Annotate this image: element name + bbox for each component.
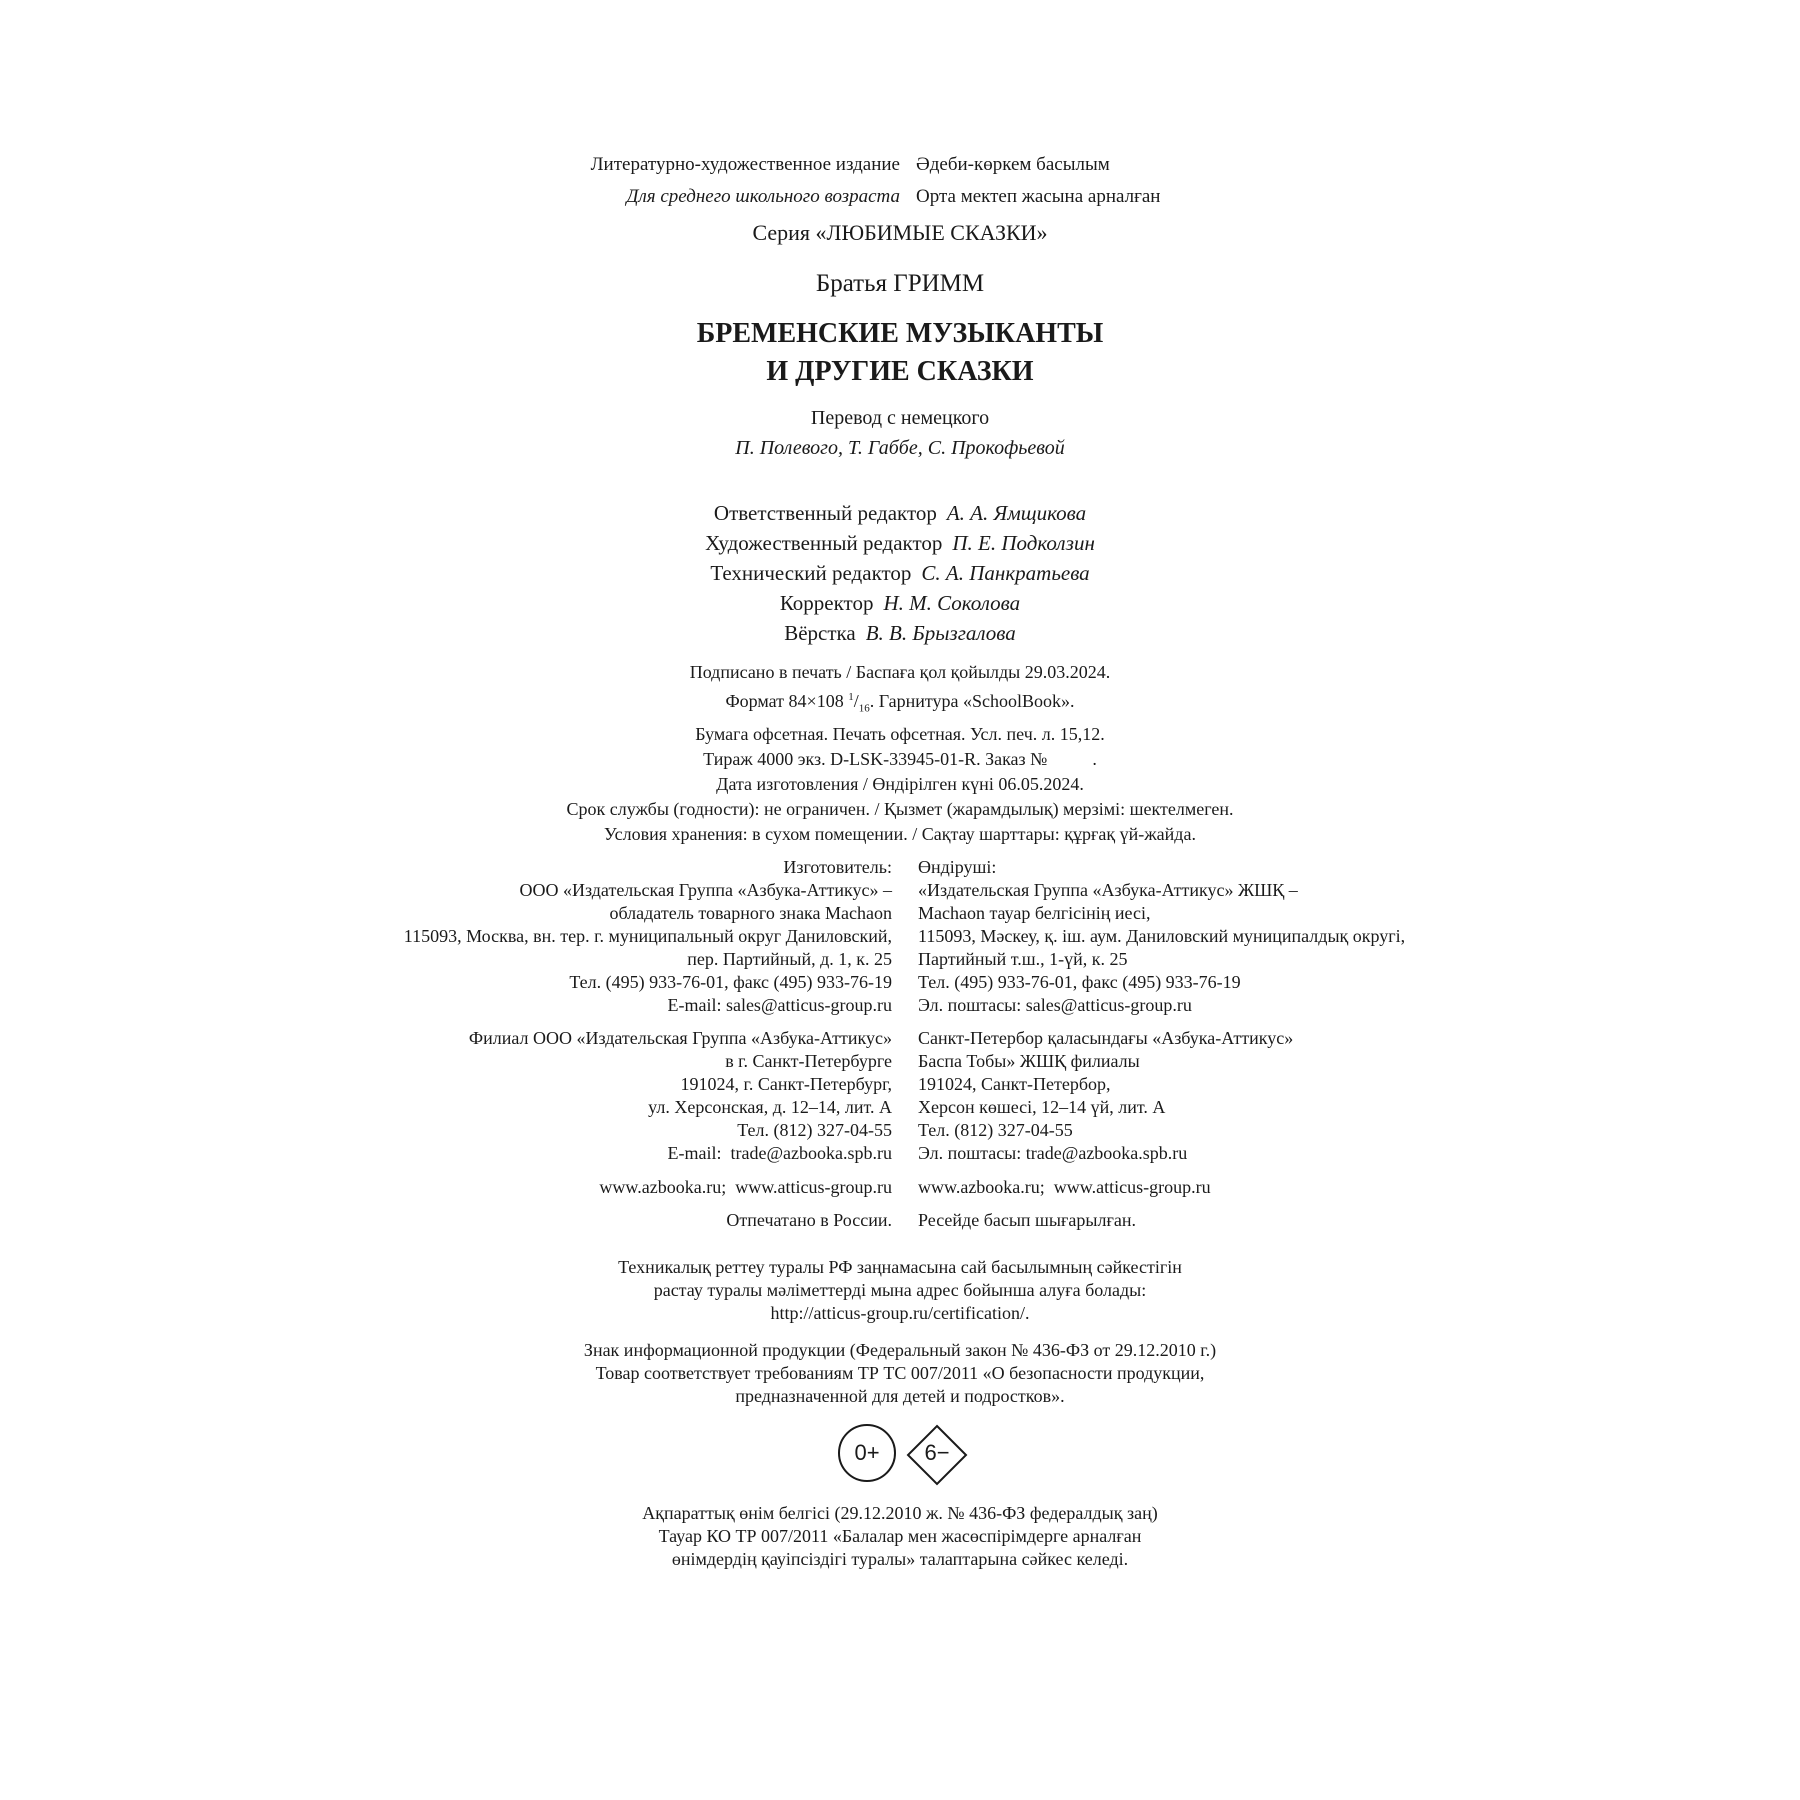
age-rating-circle-icon [838,1424,896,1482]
info-sign-ru-line: предназначенной для детей и подростков». [735,1386,1065,1406]
certification-line: растау туралы мәліметтерді мына адрес бойынша алуға болады: [653,1280,1147,1300]
series-title: Серия «ЛЮБИМЫЕ СКАЗКИ» [752,220,1048,245]
branch-line: Херсон көшесі, 12–14 үй, лит. А [918,1097,1166,1117]
websites-kz: www.azbooka.ru; www.atticus-group.ru [918,1177,1211,1197]
staff-line [0,498,1800,528]
info-sign-ru-line: Товар соответствует требованиям ТР ТС 007/2011 «О безопасности продукции, [595,1363,1205,1383]
book-title [0,315,1800,391]
staff-line [0,618,1800,648]
staff-role: Технический редактор [710,561,912,585]
branch-line: ул. Херсонская, д. 12–14, лит. А [648,1097,892,1117]
print-format: Формат 84×108 $^1/_{16}$. Гарнитура «SchoolBook». [725,691,1075,715]
branch-line: Эл. поштасы: trade@azbooka.spb.ru [918,1143,1188,1163]
printed-in-kz: Ресейде басып шығарылған. [918,1210,1136,1230]
branch-line: Филиал ООО «Издательская Группа «Азбука-Аттикус» [468,1028,892,1048]
manufacturer-line: Өндіруші: [918,857,997,877]
info-sign-kz-line: Тауар КО ТР 007/2011 «Балалар мен жасөспірімдерге арналған [658,1526,1142,1546]
info-sign-kz-line: өнімдердің қауіпсіздігі туралы» талаптарына сәйкес келеді. [671,1549,1129,1569]
staff-role: Художественный редактор [705,531,943,555]
staff-role: Вёрстка [784,621,856,645]
staff-role: Ответственный редактор [713,501,937,525]
age-diamond-icon [906,1424,968,1486]
manufacturer-line: 115093, Москва, вн. тер. г. муниципальный округ Даниловский, [403,926,892,946]
header-edition-type-kz: Әдеби-көркем басылым [916,154,1110,175]
translation-block [0,403,1800,463]
manufacturer-line: Эл. поштасы: sales@atticus-group.ru [918,995,1192,1015]
author: Братья ГРИММ [815,270,985,297]
manufacturer-line: «Издательская Группа «Азбука-Аттикус» ЖШҚ – [918,880,1298,900]
staff-name: А. А. Ямщикова [946,501,1087,525]
staff-name: С. А. Панкратьева [921,561,1090,585]
branch-line: 191024, г. Санкт-Петербург, [680,1074,892,1094]
branch-line: E-mail: trade@azbooka.spb.ru [667,1143,892,1163]
branch-line: Баспа Тобы» ЖШҚ филиалы [918,1051,1140,1071]
printed-in-ru: Отпечатано в России. [726,1210,892,1230]
format-prefix: Формат 84×108 [725,691,844,711]
print-service-life: Срок службы (годности): не ограничен. / Қызмет (жарамдылық) мерзімі: шектелмеген. [566,798,1234,819]
branch-ru [469,1027,892,1165]
manufacturer-ru [404,856,892,1017]
staff-list [0,498,1800,648]
manufacturer-line: пер. Партийный, д. 1, к. 25 [687,949,892,969]
format-numerator: 1 [848,691,854,703]
age-marks [838,1424,978,1488]
print-info [0,660,1800,847]
branch-line: Санкт-Петербор қаласындағы «Азбука-Аттикус» [918,1028,1294,1048]
header-age-ru: Для среднего школьного возраста [626,186,900,207]
info-sign-ru-line: Знак информационной продукции (Федеральный закон № 436-ФЗ от 29.12.2010 г.) [583,1340,1217,1360]
manufacturer-line: E-mail: sales@atticus-group.ru [667,995,892,1015]
print-made-date: Дата изготовления / Өндірілген күні 06.05.2024. [716,773,1084,794]
manufacturer-line: обладатель товарного знака Machaon [609,903,892,923]
manufacturer-line: Изготовитель: [783,857,892,877]
manufacturer-line: 115093, Мәскеу, қ. іш. аум. Даниловский муниципалдық округі, [918,926,1406,946]
branch-line: Тел. (812) 327-04-55 [737,1120,892,1140]
staff-name: Н. М. Соколова [883,591,1021,615]
manufacturer-line: Тел. (495) 933-76-01, факс (495) 933-76-19 [918,972,1241,992]
certification-line: Техникалық реттеу туралы РФ заңнамасына сай басылымның сәйкестігін [618,1257,1182,1277]
format-suffix: . Гарнитура «SchoolBook». [869,691,1075,711]
branch-line: Тел. (812) 327-04-55 [918,1120,1073,1140]
staff-name: В. В. Брызгалова [865,621,1016,645]
print-run: Тираж 4000 экз. D-LSK-33945-01-R. Заказ № . [703,748,1097,769]
branch-line: в г. Санкт-Петербурге [725,1051,892,1071]
header-age-kz: Орта мектеп жасына арналған [916,186,1161,207]
age-diamond-text: 6− [924,1440,950,1465]
staff-line [0,588,1800,618]
branch-line: 191024, Санкт-Петербор, [918,1074,1111,1094]
staff-name: П. Е. Подколзин [952,531,1095,555]
staff-role: Корректор [779,591,874,615]
book-title-line-2: И ДРУГИЕ СКАЗКИ [766,356,1034,387]
book-title-line-1: БРЕМЕНСКИЕ МУЗЫКАНТЫ [696,318,1104,349]
certification-block [0,1256,1800,1325]
info-sign-kz-line: Ақпараттық өнім белгісі (29.12.2010 ж. № 436-ФЗ федералдық заң) [642,1503,1158,1523]
certification-line: http://atticus-group.ru/certification/. [770,1303,1030,1323]
staff-line [0,528,1800,558]
info-sign-kz-block [0,1502,1800,1571]
print-storage: Условия хранения: в сухом помещении. / Сақтау шарттары: құрғақ үй-жайда. [604,823,1196,844]
info-sign-ru-block [0,1339,1800,1408]
manufacturer-kz [918,856,1405,1017]
header-edition-type-ru: Литературно-художественное издание [590,154,900,175]
translation-label: Перевод с немецкого [810,407,990,429]
staff-line [0,558,1800,588]
print-paper: Бумага офсетная. Печать офсетная. Усл. печ. л. 15,12. [695,723,1105,744]
translators: П. Полевого, Т. Габбе, С. Прокофьевой [735,437,1065,459]
branch-kz [918,1027,1293,1165]
manufacturer-line: Тел. (495) 933-76-01, факс (495) 933-76-19 [569,972,892,992]
websites-ru: www.azbooka.ru; www.atticus-group.ru [599,1177,892,1197]
manufacturer-line: ООО «Издательская Группа «Азбука-Аттикус» – [519,880,892,900]
manufacturer-line: Партийный т.ш., 1-үй, к. 25 [918,949,1128,969]
print-signed: Подписано в печать / Баспаға қол қойылды 29.03.2024. [689,662,1111,682]
format-denominator: 16 [858,702,870,715]
manufacturer-line: Machaon тауар белгісінің иесі, [918,903,1151,923]
age-rating-circle-text: 0+ [854,1440,880,1465]
